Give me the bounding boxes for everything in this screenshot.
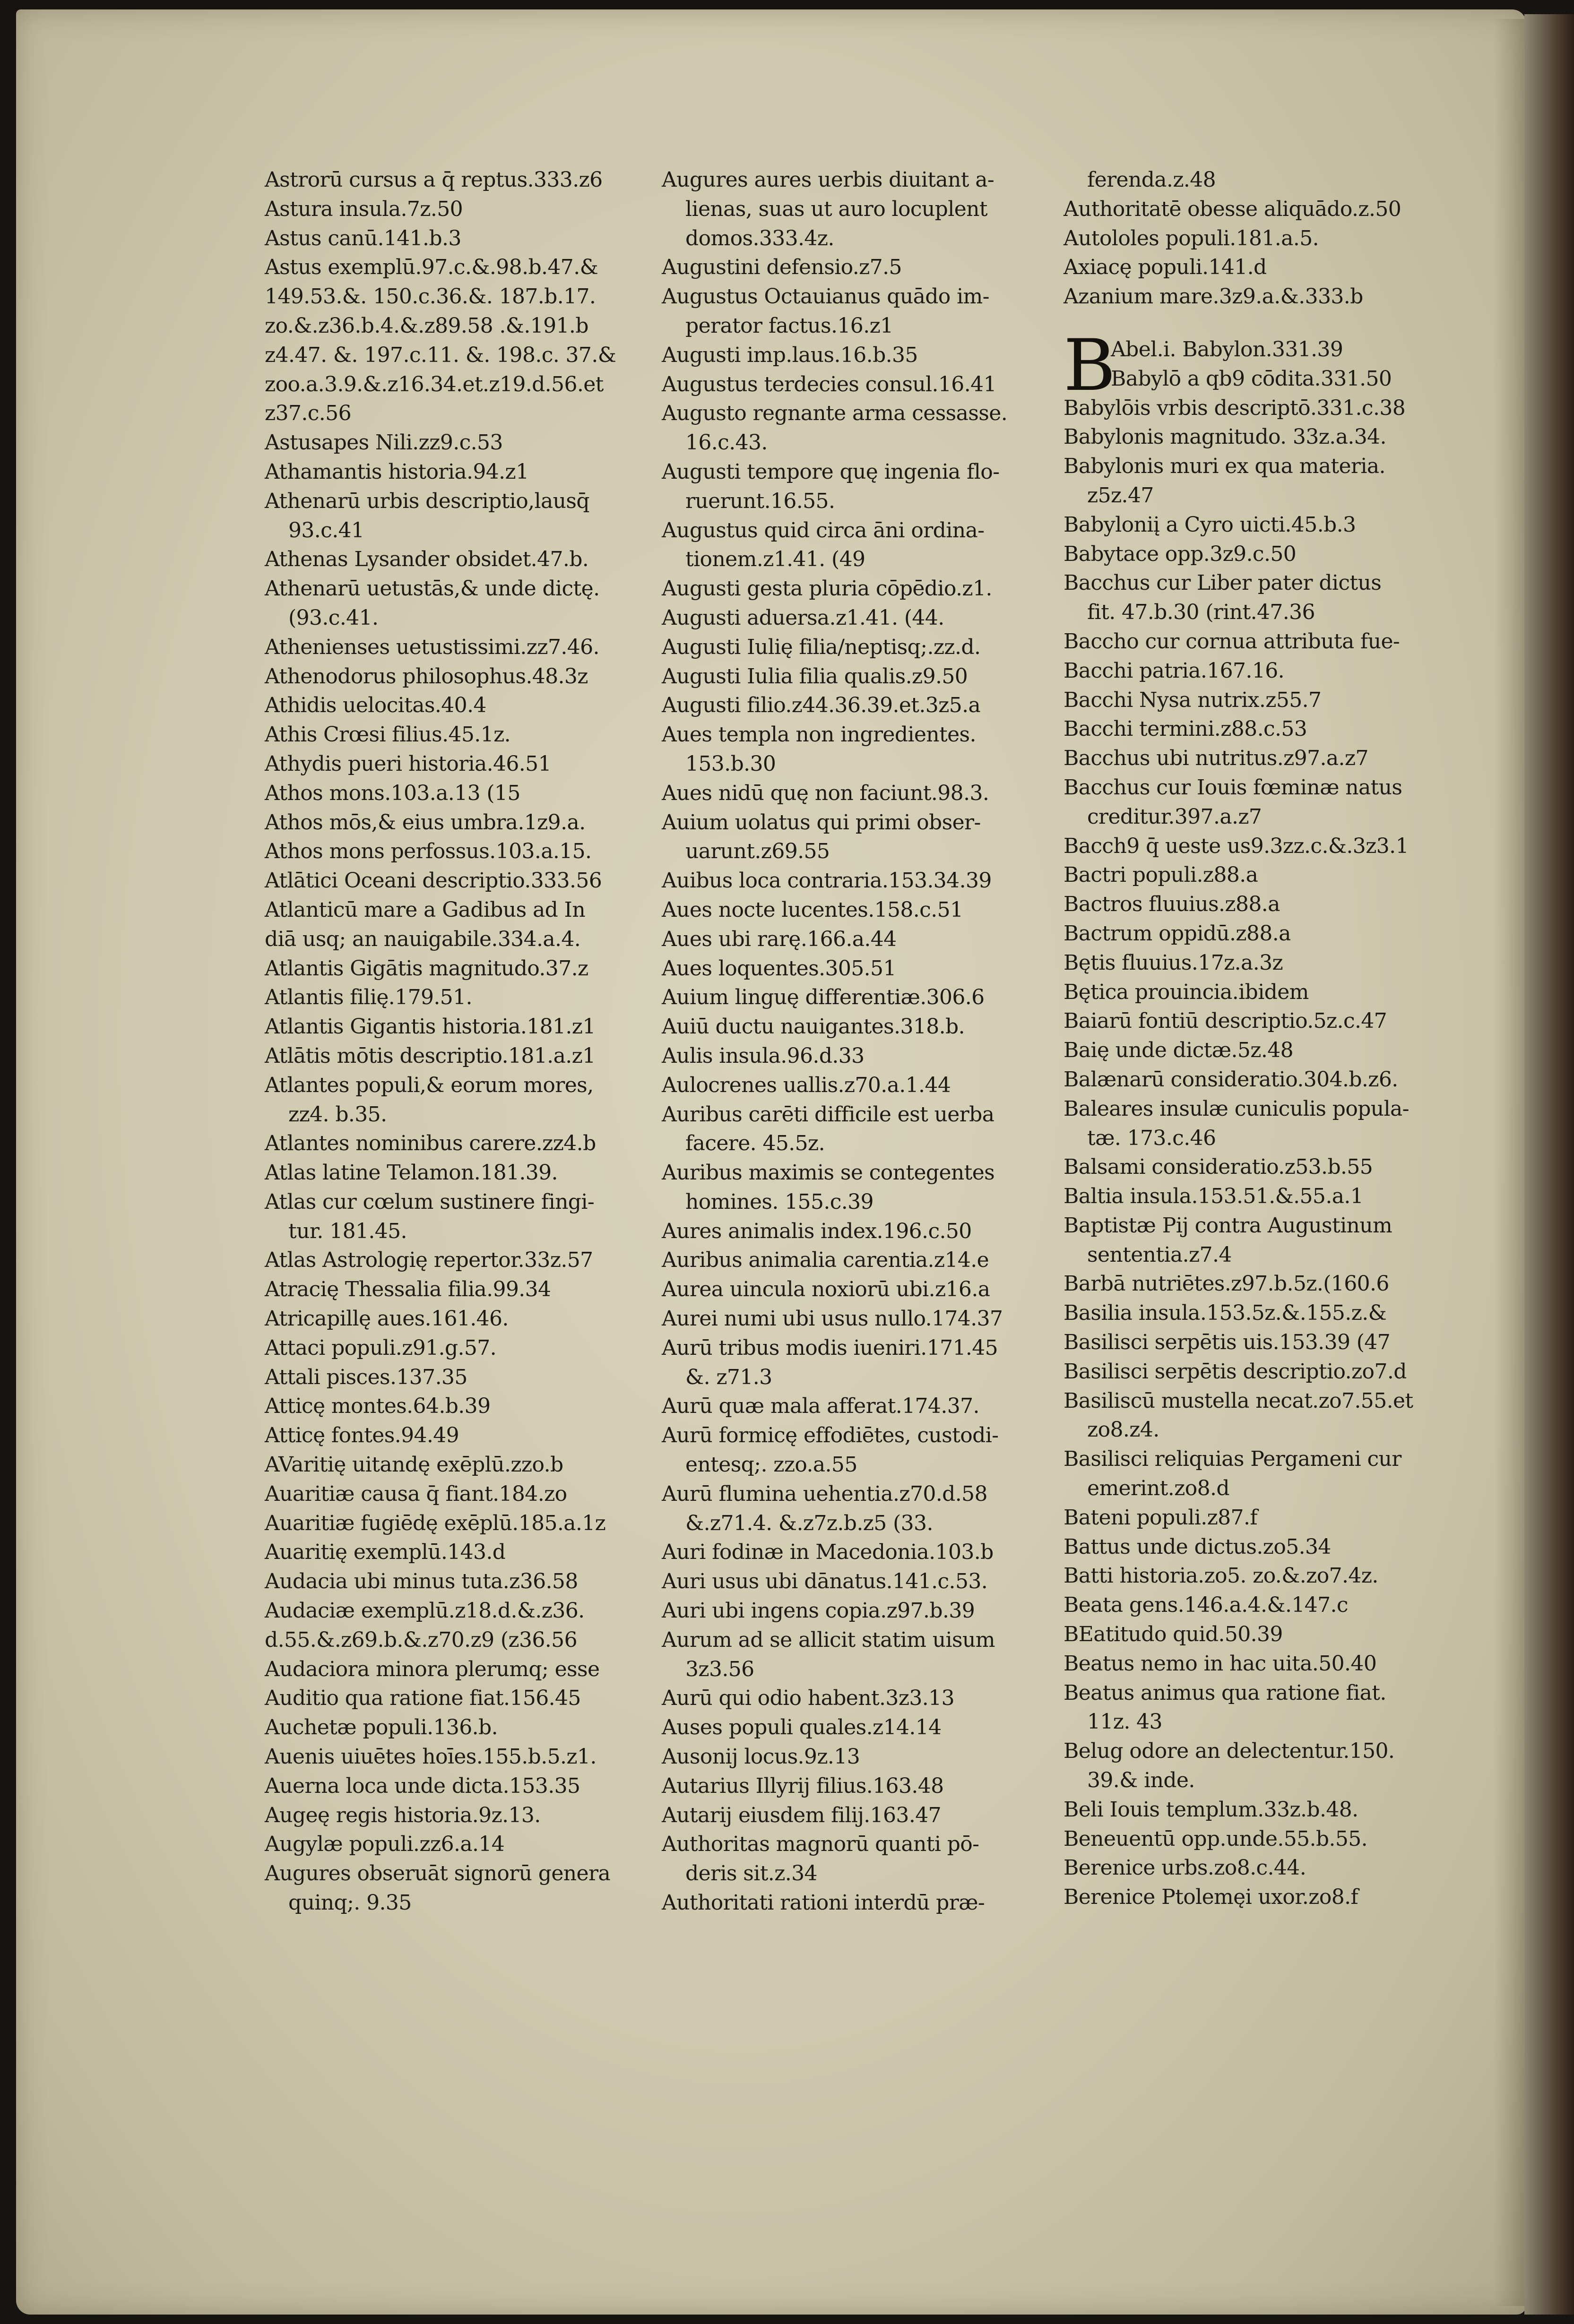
index-entry: Augustus quid circa āni ordina-	[662, 518, 985, 542]
index-entry: Astus canū.141.b.3	[265, 226, 461, 250]
index-entry: Bacchi Nysa nutrix.z55.7	[1064, 688, 1322, 712]
index-entry: Atlantes populi,& eorum mores,	[265, 1073, 594, 1097]
index-entry: Bactros fluuius.z88.a	[1064, 892, 1280, 917]
index-entry: Athenarū uetustās,& unde dictę.	[265, 577, 600, 601]
index-entry: Augylæ populi.zz6.a.14	[265, 1832, 505, 1857]
index-entry: Atlantes nominibus carere.zz4.b	[265, 1131, 596, 1156]
index-entry-continuation: ruerunt.16.55.	[685, 489, 835, 513]
page-edge-shadow	[1494, 19, 1527, 2306]
index-entry: Bacchi patria.167.16.	[1064, 658, 1284, 683]
index-entry: Babylōis vrbis descriptō.331.c.38	[1064, 396, 1406, 420]
index-entry: Beneuentū opp.unde.55.b.55.	[1064, 1826, 1368, 1851]
index-entry: Bętica prouincia.ibidem	[1064, 980, 1309, 1004]
index-entry: AVaritię uitandę exēplū.zzo.b	[265, 1453, 563, 1477]
index-entry: Basilisci serpētis descriptio.zo7.d	[1064, 1359, 1407, 1384]
index-entry: Augustus terdecies consul.16.41	[662, 372, 996, 396]
index-entry: Atlas Astrologię repertor.33z.57	[265, 1248, 593, 1273]
index-entry: Attaci populi.z91.g.57.	[265, 1335, 497, 1360]
index-entry: Auses populi quales.z14.14	[662, 1715, 942, 1740]
book-binding-gutter	[1524, 14, 1574, 2315]
index-entry: Atlas latine Telamon.181.39.	[265, 1161, 558, 1185]
index-entry: Berenice urbs.zo8.c.44.	[1064, 1856, 1306, 1880]
index-entry-continuation: homines. 155.c.39	[685, 1189, 873, 1214]
index-entry: Athydis pueri historia.46.51	[265, 751, 551, 776]
index-entry: Auium linguę differentiæ.306.6	[662, 985, 985, 1010]
index-entry: Barbā nutriētes.z97.b.5z.(160.6	[1064, 1272, 1389, 1296]
index-entry: Augusto regnante arma cessasse.	[662, 401, 1008, 426]
index-entry: Babyloniį a Cyro uicti.45.b.3	[1064, 512, 1356, 537]
index-entry: Auibus loca contraria.153.34.39	[662, 869, 992, 893]
drop-cap-entries	[1064, 324, 1456, 407]
index-entry: Axiacę populi.141.d	[1064, 255, 1267, 280]
index-entry: Belug odore an delectentur.150.	[1064, 1739, 1395, 1764]
index-entry: Augusti aduersa.z1.41. (44.	[662, 605, 944, 630]
index-entry-continuation: uarunt.z69.55	[685, 839, 830, 864]
index-entry-continuation: z5z.47	[1087, 483, 1154, 508]
index-entry-continuation: 3z3.56	[685, 1657, 754, 1681]
index-entry: Athidis uelocitas.40.4	[265, 693, 486, 718]
index-entry: Aues ubi rarę.166.a.44	[662, 927, 897, 951]
index-entry: Astusapes Nili.zz9.c.53	[265, 430, 503, 455]
index-entry: Atracię Thessalia filia.99.34	[265, 1277, 551, 1302]
index-entry: Aurū tribus modis iueniri.171.45	[662, 1335, 998, 1360]
index-entry-continuation: 16.c.43.	[685, 430, 768, 455]
index-entry: diā usq; an nauigabile.334.a.4.	[265, 927, 581, 951]
index-entry: Berenice Ptolemęi uxor.zo8.f	[1064, 1885, 1358, 1910]
index-entry-continuation: entesq;. zzo.a.55	[685, 1453, 857, 1477]
index-entry-continuation: &.z71.4. &.z7z.b.z5 (33.	[685, 1511, 933, 1535]
index-entry-continuation: lienas, suas ut auro locuplent	[685, 197, 987, 221]
index-entry: Aulocrenes uallis.z70.a.1.44	[662, 1073, 951, 1097]
index-entry: Azanium mare.3z9.a.&.333.b	[1064, 284, 1363, 309]
index-entry: Bateni populi.z87.f	[1064, 1505, 1258, 1530]
index-entry: Baię unde dictæ.5z.48	[1064, 1038, 1293, 1063]
index-entry: Augusti Iulia filia qualis.z9.50	[662, 664, 968, 689]
index-entry-continuation: zo8.z4.	[1087, 1418, 1159, 1442]
index-entry: Aures animalis index.196.c.50	[662, 1219, 972, 1243]
index-entry: zoo.a.3.9.&.z16.34.et.z19.d.56.et	[265, 372, 604, 396]
index-entry: Athenodorus philosophus.48.3z	[265, 664, 588, 689]
index-entry-continuation: ferenda.z.48	[1087, 168, 1216, 192]
index-entry: Auaritię exemplū.143.d	[265, 1540, 506, 1565]
index-entry: Basilia insula.153.5z.&.155.z.&	[1064, 1301, 1387, 1326]
index-entry: Autololes populi.181.a.5.	[1064, 226, 1319, 250]
index-column-3	[1064, 165, 1456, 1912]
index-entry: Augustus Octauianus quādo im-	[662, 284, 989, 309]
index-entry: Aurū flumina uehentia.z70.d.58	[662, 1481, 987, 1506]
index-entry-continuation: emerint.zo8.d	[1087, 1476, 1229, 1501]
index-entry: Baiarū fontiū descriptio.5z.c.47	[1064, 1009, 1387, 1033]
index-entry: Auditio qua ratione fiat.156.45	[265, 1686, 581, 1711]
index-entry-continuation: creditur.397.a.z7	[1087, 804, 1262, 829]
index-entry: Baleares insulæ cuniculis popula-	[1064, 1096, 1409, 1121]
index-entry: Audaciæ exemplū.z18.d.&.z36.	[265, 1599, 585, 1623]
index-entry: Augusti imp.laus.16.b.35	[662, 343, 918, 367]
index-entry: Auri fodinæ in Macedonia.103.b	[662, 1540, 994, 1565]
index-column-2	[662, 165, 1054, 1918]
index-entry-continuation: tionem.z1.41. (49	[685, 547, 865, 572]
index-entry: Auium uolatus qui primi obser-	[662, 810, 981, 835]
index-entry: Bętis fluuius.17z.a.3z	[1064, 950, 1283, 975]
index-entry: Astura insula.7z.50	[265, 197, 463, 221]
index-entry-continuation: facere. 45.5z.	[685, 1131, 825, 1156]
index-entry: Aulis insula.96.d.33	[662, 1043, 865, 1068]
index-entry: Aues nidū quę non faciunt.98.3.	[662, 781, 989, 805]
index-entry-continuation: 11z. 43	[1087, 1710, 1162, 1734]
index-entry: Bactrum oppidū.z88.a	[1064, 921, 1291, 946]
index-entry-continuation: zz4. b.35.	[288, 1102, 387, 1127]
index-column-1	[265, 165, 652, 1918]
index-entry: Bacchi termini.z88.c.53	[1064, 717, 1307, 741]
index-entry-continuation: 39.& inde.	[1087, 1768, 1195, 1793]
index-entry: Aurū quæ mala afferat.174.37.	[662, 1394, 979, 1419]
index-entry: Babylō a qb9 cōdita.331.50	[1111, 366, 1392, 391]
index-entry: Athis Crœsi filius.45.1z.	[265, 723, 511, 747]
index-entry: Authoritati rationi interdū præ-	[662, 1891, 985, 1915]
index-entry: Athenas Lysander obsidet.47.b.	[265, 547, 589, 572]
index-entry: Babytace opp.3z9.c.50	[1064, 542, 1297, 566]
index-entry: Auri usus ubi dānatus.141.c.53.	[662, 1569, 988, 1594]
index-entry: Augustini defensio.z7.5	[662, 255, 902, 280]
index-entry: Astrorū cursus a q̄ reptus.333.z6	[265, 168, 603, 192]
index-entry: Auri ubi ingens copia.z97.b.39	[662, 1599, 975, 1623]
index-entry: Babylonis muri ex qua materia.	[1064, 454, 1385, 479]
index-entry: Augusti filio.z44.36.39.et.3z5.a	[662, 693, 981, 718]
index-entry: Beatus nemo in hac uita.50.40	[1064, 1651, 1377, 1676]
index-entry: Autarius Illyrij filius.163.48	[662, 1773, 944, 1798]
index-entry: Atlantis filię.179.51.	[265, 985, 472, 1010]
index-entry: z4.47. &. 197.c.11. &. 198.c. 37.&	[265, 343, 616, 367]
index-entry: z37.c.56	[265, 401, 351, 426]
index-entry: Bacchus ubi nutritus.z97.a.z7	[1064, 746, 1368, 771]
index-entry: Aurū formicę effodiētes, custodi-	[662, 1423, 999, 1448]
section-b-opening	[1064, 324, 1456, 407]
index-entry: Abel.i. Babylon.331.39	[1111, 337, 1343, 362]
index-entry: Audacia ubi minus tuta.z36.58	[265, 1569, 578, 1594]
column-3-top-entries	[1064, 165, 1456, 311]
index-entry-continuation: tur. 181.45.	[288, 1219, 407, 1243]
index-entry: Auaritiæ causa q̄ fiant.184.zo	[265, 1481, 567, 1506]
index-entry: Basilisci reliquias Pergameni cur	[1064, 1447, 1401, 1472]
index-entry: Authoritatē obesse aliquādo.z.50	[1064, 197, 1401, 221]
index-entry: Auerna loca unde dicta.153.35	[265, 1773, 580, 1798]
index-entry: Auribus animalia carentia.z14.e	[662, 1248, 989, 1273]
index-entry: Balsami consideratio.z53.b.55	[1064, 1155, 1373, 1179]
index-entry: Augures aures uerbis diuitant a-	[662, 168, 995, 192]
index-entry: Atlanticū mare a Gadibus ad In	[265, 897, 586, 922]
index-entry: Auchetæ populi.136.b.	[265, 1715, 498, 1740]
index-entry: Atticę montes.64.b.39	[265, 1394, 491, 1419]
index-entry: Beata gens.146.a.4.&.147.c	[1064, 1593, 1348, 1618]
index-entry: Aurū qui odio habent.3z3.13	[662, 1686, 954, 1711]
index-entry: Aues nocte lucentes.158.c.51	[662, 897, 963, 922]
index-entry: Athos mons.103.a.13 (15	[265, 781, 520, 805]
index-entry: Bacch9 q̄ ueste us9.3zz.c.&.3z3.1	[1064, 834, 1409, 858]
index-entry: Ausonij locus.9z.13	[662, 1745, 860, 1769]
index-entry-continuation: 93.c.41	[288, 518, 364, 542]
index-entry: Aues templa non ingredientes.	[662, 723, 976, 747]
index-entry-continuation: fit. 47.b.30 (rint.47.36	[1087, 600, 1315, 625]
index-entry: Atlantis Gigātis magnitudo.37.z	[265, 956, 588, 981]
column-3-bottom-entries	[1064, 394, 1456, 1912]
index-entry: Bacchus cur Iouis fœminæ natus	[1064, 775, 1402, 800]
index-entry: Balænarū consideratio.304.b.z6.	[1064, 1067, 1398, 1092]
index-entry: Augures obseruāt signorū genera	[265, 1861, 611, 1886]
index-entry: Beatus animus qua ratione fiat.	[1064, 1680, 1386, 1705]
index-entry: Authoritas magnorū quanti pō-	[662, 1832, 979, 1857]
index-entry: Augusti Iulię filia/neptisq;.zz.d.	[662, 635, 981, 659]
index-entry: Basilisci serpētis uis.153.39 (47	[1064, 1330, 1391, 1355]
index-entry-continuation: &. z71.3	[685, 1365, 772, 1389]
index-entry: Baptistæ Pij contra Augustinum	[1064, 1213, 1392, 1238]
index-entry: Atlantis Gigantis historia.181.z1	[265, 1015, 596, 1039]
index-entry-continuation: domos.333.4z.	[685, 226, 834, 250]
index-entry: Auaritiæ fugiēdę exēplū.185.a.1z	[265, 1511, 606, 1535]
index-entry: Augusti gesta pluria cōpēdio.z1.	[662, 577, 992, 601]
index-entry: Auribus maximis se contegentes	[662, 1161, 995, 1185]
index-entry: Atlas cur cœlum sustinere fingi-	[265, 1189, 595, 1214]
index-entry: Aurea uincula noxiorū ubi.z16.a	[662, 1277, 990, 1302]
index-entry-continuation: deris sit.z.34	[685, 1861, 817, 1886]
index-entry: Atlātici Oceani descriptio.333.56	[265, 869, 602, 893]
index-entry: d.55.&.z69.b.&.z70.z9 (z36.56	[265, 1627, 577, 1652]
index-entry: Aurei numi ubi usus nullo.174.37	[662, 1307, 1003, 1331]
index-entry-continuation: quinq;. 9.35	[288, 1891, 412, 1915]
index-entry-continuation: (93.c.41.	[288, 605, 379, 630]
index-entry: Atlātis mōtis descriptio.181.a.z1	[265, 1043, 596, 1068]
index-entry: Baltia insula.153.51.&.55.a.1	[1064, 1184, 1364, 1209]
index-entry: Batti historia.zo5. zo.&.zo7.4z.	[1064, 1564, 1378, 1588]
index-entry: Aues loquentes.305.51	[662, 956, 896, 981]
index-entry: zo.&.z36.b.4.&.z89.58 .&.191.b	[265, 313, 588, 338]
index-entry: Babylonis magnitudo. 33z.a.34.	[1064, 425, 1386, 449]
index-entry: Atticę fontes.94.49	[265, 1423, 459, 1448]
index-entry: Auiū ductu nauigantes.318.b.	[662, 1015, 965, 1039]
index-entry: Augeę regis historia.9z.13.	[265, 1803, 541, 1827]
index-entry: Astus exemplū.97.c.&.98.b.47.&	[265, 255, 598, 280]
index-entry: Athenarū urbis descriptio,lausq̄	[265, 489, 589, 513]
index-entry: Auenis uiuētes hoīes.155.b.5.z1.	[265, 1745, 597, 1769]
index-entry: Bactri populi.z88.a	[1064, 863, 1258, 887]
index-entry: Basiliscū mustella necat.zo7.55.et	[1064, 1388, 1413, 1413]
index-entry: Baccho cur cornua attributa fue-	[1064, 629, 1400, 654]
index-entry: Athamantis historia.94.z1	[265, 459, 529, 484]
index-entry: Aurum ad se allicit statim uisum	[662, 1627, 995, 1652]
index-entry: Audaciora minora plerumq; esse	[265, 1657, 600, 1681]
index-entry: Atricapillę aues.161.46.	[265, 1307, 509, 1331]
index-entry: Athos mōs,& eius umbra.1z9.a.	[265, 810, 586, 835]
index-entry: Attali pisces.137.35	[265, 1365, 467, 1389]
index-entry-continuation: perator factus.16.z1	[685, 313, 893, 338]
index-entry-continuation: sententia.z7.4	[1087, 1242, 1232, 1267]
index-entry: Battus unde dictus.zo5.34	[1064, 1534, 1331, 1559]
drop-cap-letter: B	[1064, 324, 1116, 407]
index-entry: BEatitudo quid.50.39	[1064, 1622, 1283, 1647]
index-entry: Auribus carēti difficile est uerba	[662, 1102, 995, 1127]
index-entry: Beli Iouis templum.33z.b.48.	[1064, 1797, 1358, 1822]
index-entry: Athos mons perfossus.103.a.15.	[265, 839, 592, 864]
index-entry-continuation: tæ. 173.c.46	[1087, 1126, 1216, 1150]
index-entry: Athenienses uetustissimi.zz7.46.	[265, 635, 599, 659]
index-entry: Autarij eiusdem filij.163.47	[662, 1803, 941, 1827]
index-entry: 149.53.&. 150.c.36.&. 187.b.17.	[265, 284, 596, 309]
index-entry: Augusti tempore quę ingenia flo-	[662, 459, 1000, 484]
index-entry-continuation: 153.b.30	[685, 751, 776, 776]
index-entry: Bacchus cur Liber pater dictus	[1064, 571, 1382, 595]
